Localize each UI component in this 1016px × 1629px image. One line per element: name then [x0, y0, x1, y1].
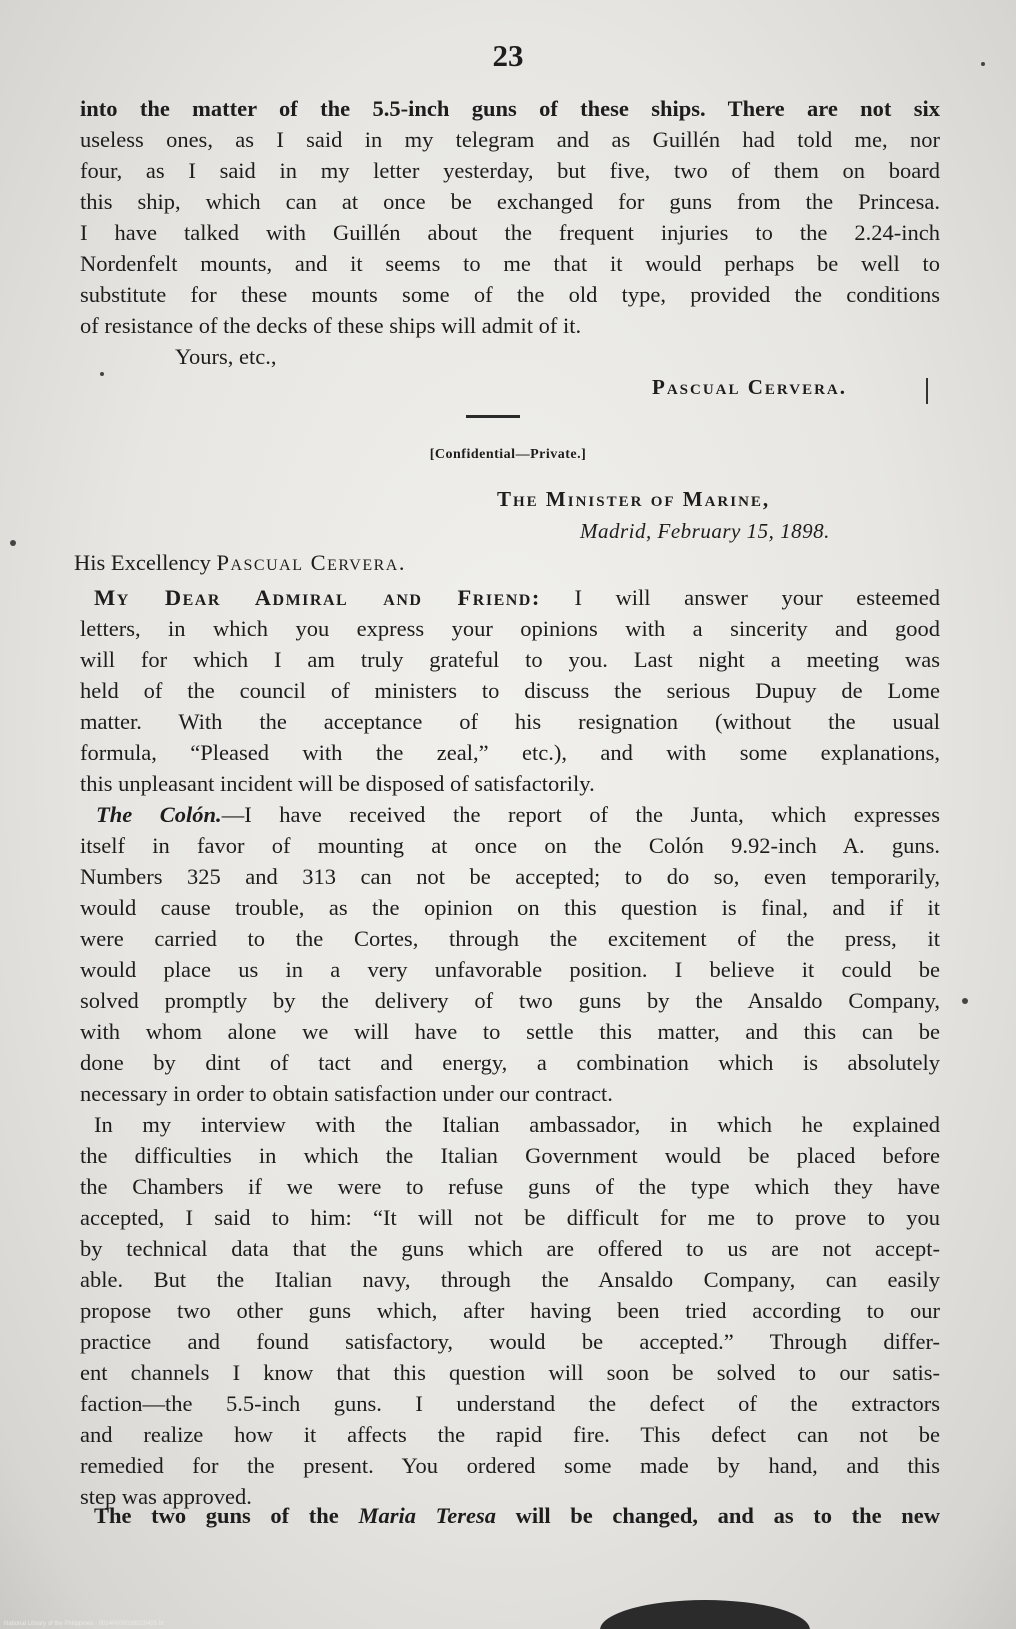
text-line: this ship, which can at once be exchanged for guns from the Princesa. [80, 189, 940, 214]
paragraph-3 [80, 799, 940, 1109]
text-line: Numbers 325 and 313 can not be accepted; to do so, even temporarily, [80, 864, 940, 889]
text-line: accepted, I said to him: “It will not be difficult for me to prove to you [80, 1205, 940, 1230]
section-heading-continuation: —I have received the report of the Junta, which expresses [221, 802, 940, 827]
text-line: faction—the 5.5-inch guns. I understand the defect of the extractors [80, 1391, 940, 1416]
text-line: with whom alone we will have to settle this matter, and this can be [80, 1019, 940, 1044]
page-number: 23 [492, 38, 524, 73]
text-line: itself in favor of mounting at once on the Colón 9.92-inch A. guns. [80, 833, 940, 858]
text-line [80, 799, 940, 830]
addressee-title: His Excellency [74, 550, 217, 575]
text-line: would place us in a very unfavorable position. I believe it could be [80, 957, 940, 982]
text-line: will for which I am truly grateful to you. Last night a meeting was [80, 647, 940, 672]
text-line: and realize how it affects the rapid fire. This defect can not be [80, 1422, 940, 1447]
text-line: by technical data that the guns which are offered to us are not accept- [80, 1236, 940, 1261]
text-line: I have talked with Guillén about the frequent injuries to the 2.24-inch [80, 220, 940, 245]
text-fragment: will be changed, and as to the new [496, 1503, 940, 1528]
section-divider [466, 415, 520, 418]
paragraph-2 [80, 582, 940, 799]
text-line: substitute for these mounts some of the old type, provided the conditions [80, 282, 940, 307]
text-line: this unpleasant incident will be disposed of satisfactorily. [80, 771, 595, 796]
letter-heading: The Minister of Marine, [497, 487, 771, 511]
text-line: four, as I said in my letter yesterday, but five, two of them on board [80, 158, 940, 183]
text-line: able. But the Italian navy, through the Ansaldo Company, can easily [80, 1267, 940, 1292]
text-line: necessary in order to obtain satisfaction under our contract. [80, 1081, 613, 1106]
addressee-name: Pascual Cervera. [216, 550, 406, 575]
signature: Pascual Cervera. [652, 375, 847, 399]
addressee [74, 550, 406, 576]
paragraph-1 [80, 93, 940, 341]
text-line: into the matter of the 5.5-inch guns of these ships. There are not six [80, 96, 940, 121]
text-line: useless ones, as I said in my telegram and as Guillén had told me, nor [80, 127, 940, 152]
text-line: practice and found satisfactory, would be accepted.” Through differ- [80, 1329, 940, 1354]
text-line: ent channels I know that this question will soon be solved to our satis- [80, 1360, 940, 1385]
scan-speck [981, 62, 985, 66]
ship-name: Maria Teresa [358, 1503, 496, 1528]
text-line [80, 1500, 940, 1531]
section-heading: The Colón. [96, 802, 222, 827]
footer-credit: National Library of the Philippines · 0024P000039D20405 bt [4, 1621, 164, 1627]
scan-speck [10, 540, 16, 546]
paragraph-5 [80, 1500, 940, 1531]
scan-speck [100, 372, 104, 376]
letter-closing: Yours, etc., [175, 344, 277, 369]
letter-dateline: Madrid, February 15, 1898. [580, 519, 830, 543]
scan-speck [962, 998, 968, 1004]
text-line: In my interview with the Italian ambassador, in which he explained [94, 1112, 940, 1137]
text-fragment: The two guns of the [94, 1503, 359, 1528]
scan-shadow [600, 1600, 810, 1629]
paragraph-4 [80, 1109, 940, 1512]
text-line: would cause trouble, as the opinion on this question is final, and if it [80, 895, 940, 920]
confidential-label: [Confidential—Private.] [429, 447, 587, 462]
text-line: were carried to the Cortes, through the excitement of the press, it [80, 926, 940, 951]
text-line: formula, “Pleased with the zeal,” etc.), and with some explanations, [80, 740, 940, 765]
greeting: My Dear Admiral and Friend: [94, 585, 541, 610]
signature-mark [926, 378, 928, 404]
text-line: matter. With the acceptance of his resignation (without the usual [80, 709, 940, 734]
text-line: step was approved. [80, 1484, 252, 1509]
text-line: remedied for the present. You ordered some made by hand, and this [80, 1453, 940, 1478]
text-line: done by dint of tact and energy, a combination which is absolutely [80, 1050, 940, 1075]
text-line: the Chambers if we were to refuse guns of the type which they have [80, 1174, 940, 1199]
text-line [80, 582, 940, 613]
text-line: held of the council of ministers to discuss the serious Dupuy de Lome [80, 678, 940, 703]
text-line: the difficulties in which the Italian Government would be placed before [80, 1143, 940, 1168]
text-line: propose two other guns which, after having been tried according to our [80, 1298, 940, 1323]
text-line: solved promptly by the delivery of two guns by the Ansaldo Company, [80, 988, 940, 1013]
greeting-continuation: I will answer your esteemed [540, 585, 940, 610]
text-line: letters, in which you express your opinions with a sincerity and good [80, 616, 940, 641]
text-line: Nordenfelt mounts, and it seems to me that it would perhaps be well to [80, 251, 940, 276]
text-line: of resistance of the decks of these ships will admit of it. [80, 313, 582, 338]
